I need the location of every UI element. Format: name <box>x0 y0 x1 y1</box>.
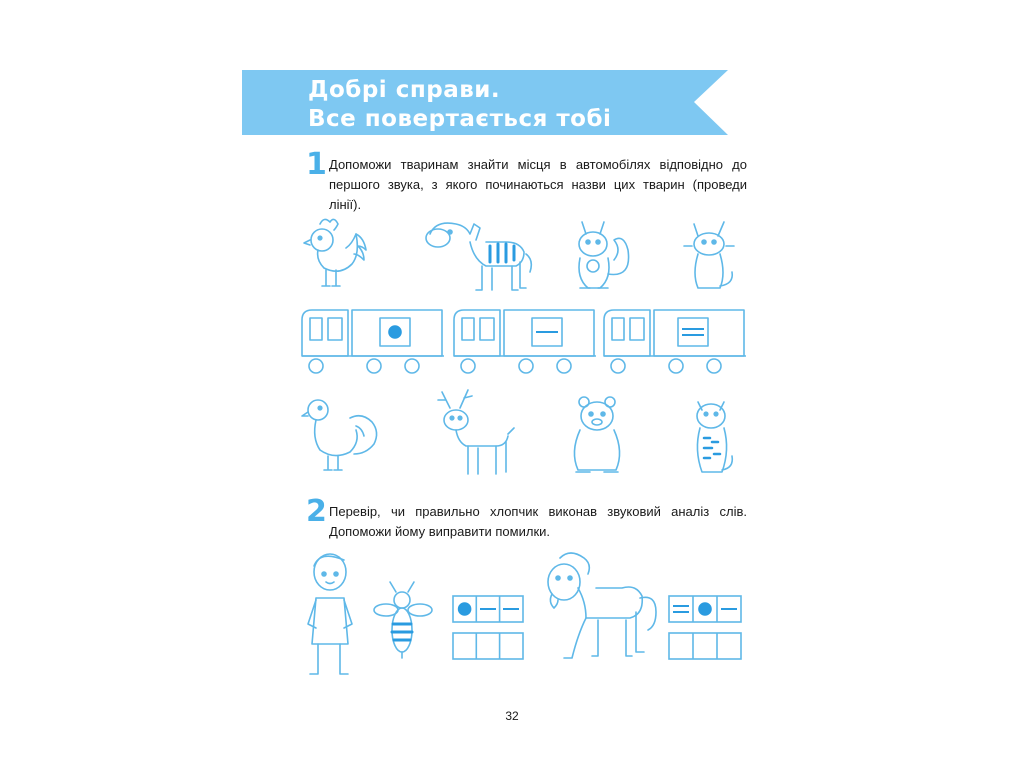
cat-icon[interactable] <box>684 222 734 288</box>
van-2[interactable] <box>454 310 596 373</box>
boy-icon <box>300 548 360 683</box>
bee-icon <box>372 580 434 660</box>
page-title <box>308 76 611 134</box>
top-animals-row <box>300 210 750 300</box>
scheme-2-dot <box>699 603 711 615</box>
title-banner <box>242 70 728 135</box>
page-title-line1: Добрі справи. <box>308 77 501 103</box>
page-title-line2: Все повертається тобі <box>308 106 612 132</box>
task-2-number: 2 <box>306 494 327 529</box>
turkey-icon[interactable] <box>302 400 377 470</box>
task-2-text: Перевір, чи правильно хлопчик виконав звуковий аналіз слів. Допоможи йому виправити помилки. <box>329 504 747 539</box>
task-1-number: 1 <box>306 147 327 182</box>
word-scheme-2 <box>668 595 742 661</box>
van-1[interactable] <box>302 310 444 373</box>
bear-icon[interactable] <box>574 397 619 472</box>
scheme-2-answer-cells[interactable] <box>669 633 741 659</box>
page-number: 32 <box>505 709 519 723</box>
task-1 <box>306 147 747 215</box>
task-1-text: Допоможи тваринам знайти місця в автомобілях відповідно до першого звука, з якого починаються назви цих тварин (проведи лінії). <box>329 157 747 212</box>
zebra-icon[interactable] <box>426 223 531 290</box>
squirrel-icon[interactable] <box>579 222 629 288</box>
bottom-animals-row <box>300 388 750 483</box>
vans-row <box>300 306 750 378</box>
scheme-1-dot <box>459 603 471 615</box>
pony-icon <box>540 548 658 670</box>
tiger-icon[interactable] <box>697 402 732 472</box>
word-scheme-1 <box>452 595 524 661</box>
rooster-icon[interactable] <box>304 219 366 286</box>
scheme-1-answer-cells[interactable] <box>453 633 523 659</box>
van-3[interactable] <box>604 310 746 373</box>
deer-icon[interactable] <box>438 390 514 474</box>
task-2 <box>306 494 747 546</box>
